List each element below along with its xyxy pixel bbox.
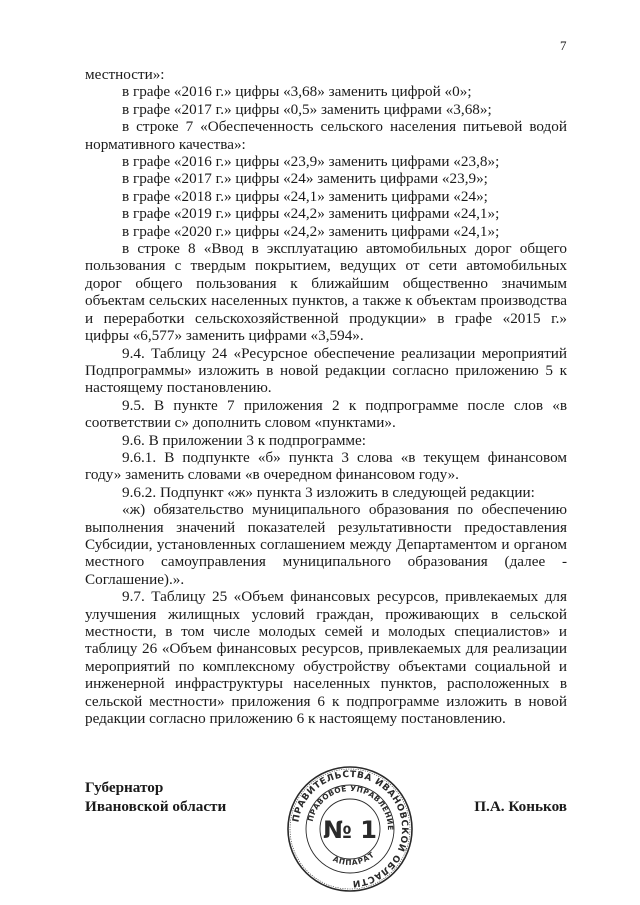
paragraph: в графе «2020 г.» цифры «24,2» заменить цифрами «24,1»; (122, 222, 500, 240)
paragraph: местности»: (85, 66, 165, 83)
seal-bottom-text: АППАРАТ (331, 849, 377, 868)
seal-inner-text: ПРАВОВОЕ УПРАВЛЕНИЕ (305, 783, 396, 831)
signatory-position (85, 778, 226, 816)
paragraph: 9.5. В пункте 7 приложения 2 к подпрограмме после слов «в соответствии с» дополнить словом «пунктами». (85, 396, 567, 432)
paragraph: 9.4. Таблицу 24 «Ресурсное обеспечение реализации мероприятий Подпрограммы» изложить в новой редакции согласно приложению 5 к настоящему постановлению. (85, 344, 567, 397)
paragraph: в графе «2016 г.» цифры «3,68» заменить цифрой «0»; (122, 83, 472, 101)
seal-number: № 1 (323, 816, 377, 844)
official-seal-stamp (285, 764, 415, 894)
page-number: 7 (560, 38, 567, 53)
paragraph: в строке 7 «Обеспеченность сельского населения питьевой водой нормативного качества»: (85, 118, 567, 153)
paragraph: в графе «2018 г.» цифры «24,1» заменить цифрами «24»; (122, 187, 488, 205)
document-body (85, 66, 567, 727)
paragraph: 9.6.1. В подпункте «б» пункта 3 слова «в текущем финансовом году» заменить словами «в очередном финансовом году». (85, 448, 567, 484)
paragraph: в графе «2016 г.» цифры «23,9» заменить цифрами «23,8»; (122, 153, 500, 171)
paragraph: в строке 8 «Ввод в эксплуатацию автомобильных дорог общего пользования с твердым покрытием, ведущих от сети автомобильных дорог общего пользования к ближайшим общественно значимым объектам сельских населенных пунктов, а также к объектам производства и переработки сельскохозяйственной продукции» в графе «2015 г.» цифры «6,577» заменить цифрами «3,594». (85, 240, 567, 345)
seal-outer-text: ПРАВИТЕЛЬСТВА ИВАНОВСКОЙ ОБЛАСТИ (291, 769, 410, 889)
signature-block (85, 769, 567, 889)
paragraph: в графе «2017 г.» цифры «24» заменить цифрами «23,9»; (122, 170, 488, 188)
paragraph: 9.6.2. Подпункт «ж» пункта 3 изложить в следующей редакции: (122, 483, 535, 501)
signatory-name: П.А. Коньков (474, 798, 567, 815)
paragraph: в графе «2019 г.» цифры «24,2» заменить цифрами «24,1»; (122, 205, 500, 223)
svg-text:АППАРАТ (332, 850, 377, 867)
paragraph: 9.6. В приложении 3 к подпрограмме: (122, 431, 367, 449)
paragraph: в графе «2017 г.» цифры «0,5» заменить цифрами «3,68»; (122, 100, 492, 118)
paragraph: «ж) обязательство муниципального образования по обеспечению выполнения значений показателей результативности предоставления Субсидии, установленных соглашением между Департаментом и органом местного самоуправления муниципального образования (далее - Соглашение).». (85, 501, 567, 588)
paragraph: 9.7. Таблицу 25 «Объем финансовых ресурсов, привлекаемых для улучшения жилищных условий граждан, проживающих в сельской местности, в том числе молодых семей и молодых специалистов» и таблицу 26 «Объем финансовых ресурсов, привлекаемых для реализации мероприятий по комплексному обустройству объектами социальной и инженерной инфраструктуры населенных пунктов, расположенных в сельской местности» приложения 6 к подпрограмме изложить в новой редакции согласно приложению 6 к настоящему постановлению. (85, 588, 567, 728)
signatory-position-line1: Губернатор (85, 779, 164, 796)
signatory-position-line2: Ивановской области (85, 798, 227, 815)
